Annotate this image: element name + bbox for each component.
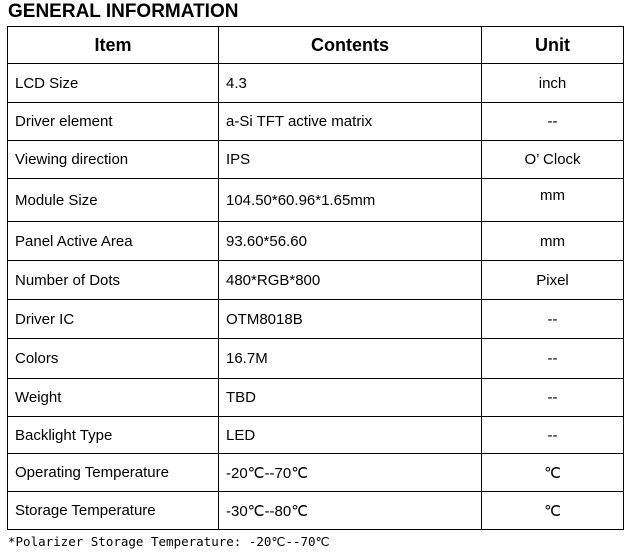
section-title: GENERAL INFORMATION xyxy=(8,1,239,22)
row-unit: Pixel xyxy=(482,261,624,300)
table-row xyxy=(8,379,624,417)
row-unit: O’ Clock xyxy=(482,141,624,179)
table-row xyxy=(8,179,624,222)
row-item: Colors xyxy=(8,339,219,379)
table-row xyxy=(8,141,624,179)
row-unit: mm xyxy=(482,179,624,222)
row-contents: LED xyxy=(219,417,482,454)
row-contents: 480*RGB*800 xyxy=(219,261,482,300)
table-row xyxy=(8,300,624,339)
general-information-table xyxy=(7,26,624,530)
row-item: Operating Temperature xyxy=(8,454,219,492)
table-header-row xyxy=(8,27,624,64)
row-unit: -- xyxy=(482,339,624,379)
row-contents: TBD xyxy=(219,379,482,417)
row-contents: IPS xyxy=(219,141,482,179)
row-contents: -20℃--70℃ xyxy=(219,454,482,492)
table-row xyxy=(8,492,624,530)
row-item: Module Size xyxy=(8,179,219,222)
header-item: Item xyxy=(8,27,219,64)
row-item: LCD Size xyxy=(8,64,219,103)
table-row xyxy=(8,222,624,261)
row-contents: OTM8018B xyxy=(219,300,482,339)
footnote: *Polarizer Storage Temperature: -20℃--70℃ xyxy=(8,534,330,549)
row-unit: ℃ xyxy=(482,492,624,530)
row-contents: 4.3 xyxy=(219,64,482,103)
row-unit: inch xyxy=(482,64,624,103)
row-item: Weight xyxy=(8,379,219,417)
row-contents: -30℃--80℃ xyxy=(219,492,482,530)
header-unit: Unit xyxy=(482,27,624,64)
row-unit: -- xyxy=(482,417,624,454)
row-unit: mm xyxy=(482,222,624,261)
row-item: Backlight Type xyxy=(8,417,219,454)
table-row xyxy=(8,64,624,103)
row-item: Panel Active Area xyxy=(8,222,219,261)
table-row xyxy=(8,261,624,300)
row-item: Storage Temperature xyxy=(8,492,219,530)
row-contents: a-Si TFT active matrix xyxy=(219,103,482,141)
table-row xyxy=(8,417,624,454)
table-row xyxy=(8,454,624,492)
row-item: Viewing direction xyxy=(8,141,219,179)
row-item: Driver IC xyxy=(8,300,219,339)
row-contents: 93.60*56.60 xyxy=(219,222,482,261)
row-unit: -- xyxy=(482,103,624,141)
table-row xyxy=(8,103,624,141)
row-unit: -- xyxy=(482,300,624,339)
table-row xyxy=(8,339,624,379)
row-unit: ℃ xyxy=(482,454,624,492)
row-contents: 104.50*60.96*1.65mm xyxy=(219,179,482,222)
row-item: Driver element xyxy=(8,103,219,141)
row-unit: -- xyxy=(482,379,624,417)
header-contents: Contents xyxy=(219,27,482,64)
row-item: Number of Dots xyxy=(8,261,219,300)
row-contents: 16.7M xyxy=(219,339,482,379)
